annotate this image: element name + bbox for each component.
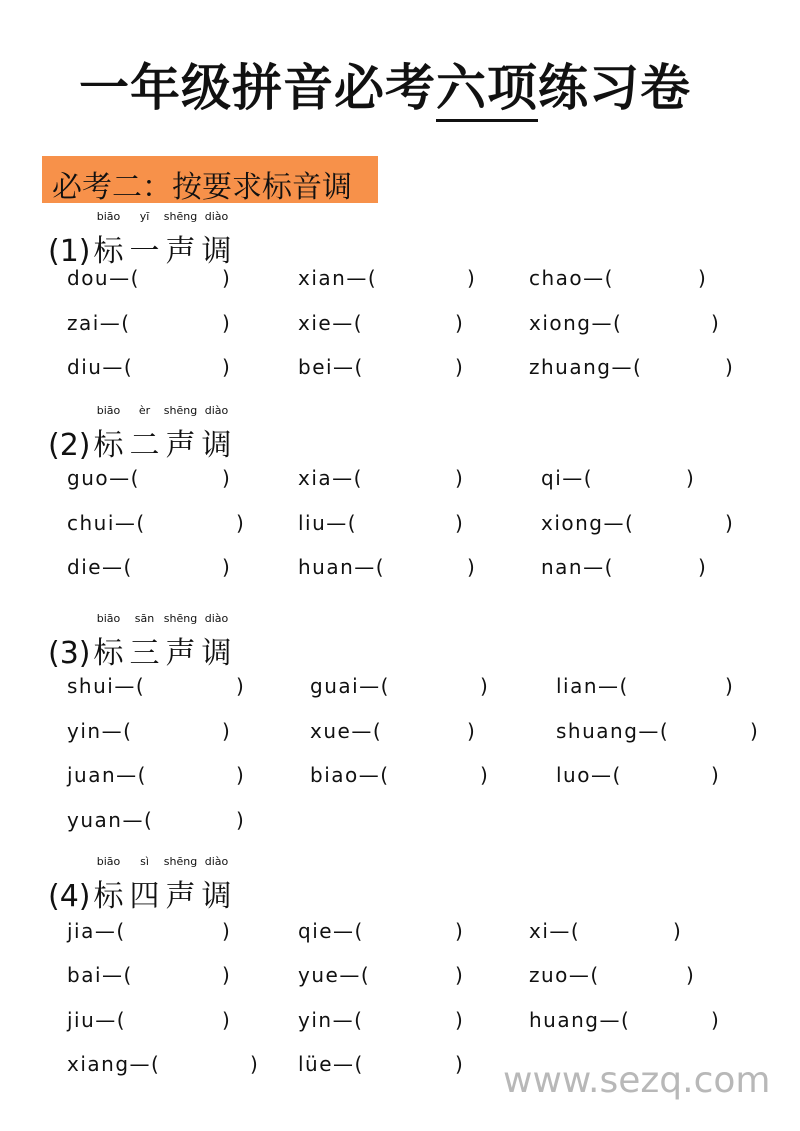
pinyin-annotation: biāo [96, 855, 121, 868]
answer-blank-close: ) [725, 511, 733, 535]
answer-blank-close: ) [250, 1052, 258, 1076]
answer-blank-close: ) [222, 355, 230, 379]
answer-blank-close: ) [686, 963, 694, 987]
pinyin-exercise-item: zhuang—( [529, 355, 643, 379]
answer-blank-close: ) [222, 311, 230, 335]
pinyin-exercise-item: yin—( [67, 719, 133, 743]
watermark: www.sezq.com [503, 1060, 771, 1101]
answer-blank-close: ) [236, 511, 244, 535]
pinyin-exercise-item: guai—( [310, 674, 390, 698]
pinyin-exercise-item: nan—( [541, 555, 614, 579]
banner-text: 必考二：按要求标音调 [52, 170, 352, 205]
pinyin-annotation: biāo [96, 210, 121, 223]
pinyin-exercise-item: chui—( [67, 511, 146, 535]
hanzi-with-pinyin: shēng 声 [163, 628, 199, 672]
pinyin-exercise-item: zai—( [67, 311, 131, 335]
pinyin-exercise-item: dou—( [67, 266, 140, 290]
pinyin-exercise-item: luo—( [556, 763, 622, 787]
pinyin-exercise-item: jiu—( [67, 1008, 127, 1032]
pinyin-annotation: shēng [163, 855, 198, 868]
hanzi-with-pinyin: biāo 标 [91, 628, 127, 672]
section-heading [48, 612, 235, 672]
answer-blank-close: ) [222, 919, 230, 943]
pinyin-exercise-item: huang—( [529, 1008, 631, 1032]
pinyin-exercise-item: zuo—( [529, 963, 600, 987]
hanzi-with-pinyin: sān 三 [127, 628, 163, 672]
answer-blank-close: ) [480, 674, 488, 698]
answer-blank-close: ) [455, 919, 463, 943]
answer-blank-close: ) [467, 266, 475, 290]
pinyin-annotation: biāo [96, 404, 121, 417]
pinyin-exercise-item: lian—( [556, 674, 629, 698]
pinyin-exercise-item: xian—( [298, 266, 378, 290]
pinyin-exercise-item: die—( [67, 555, 133, 579]
pinyin-annotation: diào [204, 404, 229, 417]
section-banner [42, 156, 378, 203]
section-heading [48, 210, 235, 270]
hanzi-with-pinyin: biāo 标 [91, 871, 127, 915]
answer-blank-close: ) [711, 311, 719, 335]
pinyin-exercise-item: yuan—( [67, 808, 154, 832]
pinyin-exercise-item: yue—( [298, 963, 371, 987]
answer-blank-close: ) [222, 466, 230, 490]
pinyin-exercise-item: qi—( [541, 466, 594, 490]
section-number: (2) [48, 428, 91, 463]
answer-blank-close: ) [725, 674, 733, 698]
answer-blank-close: ) [673, 919, 681, 943]
pinyin-exercise-item: bei—( [298, 355, 364, 379]
pinyin-annotation: sì [140, 855, 149, 868]
answer-blank-close: ) [236, 674, 244, 698]
pinyin-exercise-item: qie—( [298, 919, 364, 943]
pinyin-exercise-item: xie—( [298, 311, 363, 335]
pinyin-annotation: diào [204, 210, 229, 223]
hanzi-with-pinyin: shēng 声 [163, 226, 199, 270]
hanzi-with-pinyin: biāo 标 [91, 420, 127, 464]
pinyin-exercise-item: jia—( [67, 919, 126, 943]
pinyin-exercise-item: lüe—( [298, 1052, 364, 1076]
answer-blank-close: ) [467, 555, 475, 579]
pinyin-exercise-item: chao—( [529, 266, 614, 290]
answer-blank-close: ) [698, 266, 706, 290]
answer-blank-close: ) [222, 719, 230, 743]
pinyin-annotation: èr [138, 404, 151, 417]
hanzi-with-pinyin: èr 二 [127, 420, 163, 464]
pinyin-exercise-item: shui—( [67, 674, 146, 698]
section-number: (1) [48, 234, 91, 269]
pinyin-exercise-item: juan—( [67, 763, 147, 787]
title-part: 练习卷 [538, 59, 691, 117]
hanzi-with-pinyin: diào 调 [199, 871, 235, 915]
answer-blank-close: ) [750, 719, 758, 743]
answer-blank-close: ) [236, 808, 244, 832]
pinyin-exercise-item: diu—( [67, 355, 134, 379]
title-part: 一年级拼音必考 [79, 59, 436, 117]
answer-blank-close: ) [711, 763, 719, 787]
pinyin-exercise-item: huan—( [298, 555, 386, 579]
hanzi-with-pinyin: biāo 标 [91, 226, 127, 270]
answer-blank-close: ) [686, 466, 694, 490]
answer-blank-close: ) [467, 719, 475, 743]
pinyin-annotation: shēng [163, 210, 198, 223]
worksheet-title [0, 48, 770, 120]
section-heading [48, 855, 235, 915]
hanzi-with-pinyin: diào 调 [199, 420, 235, 464]
pinyin-exercise-item: xiong—( [529, 311, 623, 335]
pinyin-annotation: diào [204, 612, 229, 625]
section-number: (4) [48, 879, 91, 914]
answer-blank-close: ) [455, 355, 463, 379]
answer-blank-close: ) [480, 763, 488, 787]
section-number: (3) [48, 636, 91, 671]
hanzi-with-pinyin: diào 调 [199, 628, 235, 672]
hanzi-with-pinyin: diào 调 [199, 226, 235, 270]
pinyin-exercise-item: biao—( [310, 763, 390, 787]
pinyin-exercise-item: xi—( [529, 919, 581, 943]
answer-blank-close: ) [222, 1008, 230, 1032]
pinyin-annotation: sān [134, 612, 155, 625]
answer-blank-close: ) [455, 511, 463, 535]
answer-blank-close: ) [455, 1008, 463, 1032]
answer-blank-close: ) [711, 1008, 719, 1032]
pinyin-annotation: biāo [96, 612, 121, 625]
pinyin-annotation: yī [139, 210, 150, 223]
answer-blank-close: ) [236, 763, 244, 787]
answer-blank-close: ) [222, 555, 230, 579]
section-heading [48, 404, 235, 464]
answer-blank-close: ) [455, 311, 463, 335]
answer-blank-close: ) [455, 1052, 463, 1076]
answer-blank-close: ) [455, 963, 463, 987]
pinyin-exercise-item: xiong—( [541, 511, 635, 535]
pinyin-annotation: shēng [163, 612, 198, 625]
answer-blank-close: ) [698, 555, 706, 579]
pinyin-exercise-item: bai—( [67, 963, 133, 987]
answer-blank-close: ) [222, 266, 230, 290]
answer-blank-close: ) [222, 963, 230, 987]
pinyin-annotation: shēng [163, 404, 198, 417]
pinyin-exercise-item: yin—( [298, 1008, 364, 1032]
pinyin-exercise-item: xiang—( [67, 1052, 161, 1076]
hanzi-with-pinyin: sì 四 [127, 871, 163, 915]
answer-blank-close: ) [455, 466, 463, 490]
pinyin-annotation: diào [204, 855, 229, 868]
answer-blank-close: ) [725, 355, 733, 379]
hanzi-with-pinyin: shēng 声 [163, 871, 199, 915]
pinyin-exercise-item: guo—( [67, 466, 140, 490]
hanzi-with-pinyin: yī 一 [127, 226, 163, 270]
pinyin-exercise-item: liu—( [298, 511, 358, 535]
title-underlined: 六项 [436, 59, 538, 122]
pinyin-exercise-item: xue—( [310, 719, 383, 743]
pinyin-exercise-item: shuang—( [556, 719, 670, 743]
pinyin-exercise-item: xia—( [298, 466, 363, 490]
hanzi-with-pinyin: shēng 声 [163, 420, 199, 464]
